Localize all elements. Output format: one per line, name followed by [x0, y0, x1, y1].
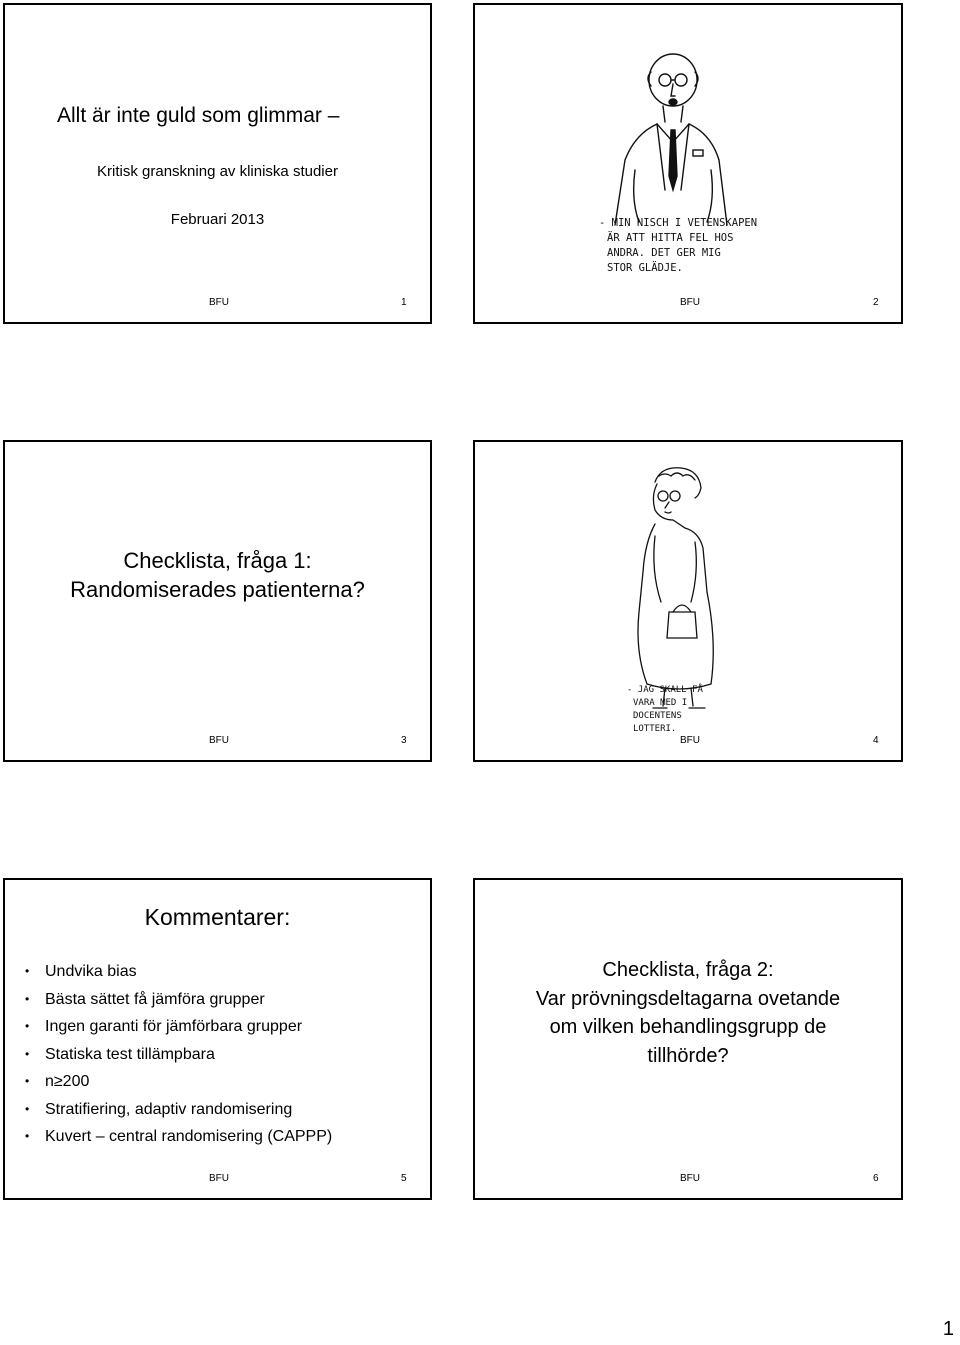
list-item: • Kuvert – central randomisering (CAPPP) [25, 1123, 332, 1151]
slide-number: 5 [401, 1173, 407, 1184]
slide-number: 1 [401, 297, 407, 308]
slide-subtitle: Kritisk granskning av kliniska studier [97, 163, 338, 180]
svg-text:ANDRA. DET GER MIG: ANDRA. DET GER MIG [607, 247, 721, 259]
slide-footer: BFU [209, 297, 229, 308]
bullet-icon: • [25, 964, 30, 978]
slide-title-line: Checklista, fråga 2: [602, 959, 774, 981]
slide-5 [3, 878, 432, 1200]
slide-number: 2 [873, 297, 879, 308]
list-item: • Undvika bias [25, 958, 332, 986]
svg-text:- MIN NISCH I VETENSKAPEN: - MIN NISCH I VETENSKAPEN [599, 217, 758, 229]
bullet-icon: • [25, 1046, 30, 1061]
slide-title: Allt är inte guld som glimmar – [57, 104, 340, 127]
slide-title [5, 546, 430, 604]
slide-footer: BFU [680, 297, 700, 308]
old-woman-cartoon [625, 462, 755, 732]
svg-text:- JAG SKALL FÅ: - JAG SKALL FÅ [627, 685, 703, 695]
bullet-icon: • [25, 1019, 30, 1033]
slide-number: 3 [401, 735, 407, 746]
slide-title-line-2: Randomiserades patienterna? [70, 577, 365, 602]
slide-title-line: om vilken behandlingsgrupp de [549, 1016, 827, 1038]
svg-text:VARA MED I: VARA MED I [633, 698, 688, 708]
bullet-list [25, 958, 332, 1151]
bullet-icon: • [25, 991, 30, 1006]
list-item: • Stratifiering, adaptiv randomisering [25, 1096, 332, 1124]
svg-text:LOTTERI.: LOTTERI. [633, 724, 677, 732]
page-number: 1 [942, 1318, 954, 1340]
slide-footer: BFU [680, 1173, 700, 1184]
slide-title [475, 956, 901, 1070]
slide-title-line-1: Checklista, fråga 1: [123, 548, 312, 573]
slide-title-line: Var prövningsdeltagarna ovetande [535, 987, 841, 1010]
svg-text:STOR GLÄDJE.: STOR GLÄDJE. [607, 262, 683, 274]
bullet-icon: • [25, 1074, 30, 1088]
slide-footer: BFU [209, 735, 229, 746]
slide-1 [3, 3, 432, 324]
list-item: • Ingen garanti för jämförbara grupper [25, 1013, 332, 1041]
list-item: • n≥200 [25, 1068, 332, 1096]
slide-date: Februari 2013 [170, 211, 265, 228]
slide-title-line: tillhörde? [647, 1044, 729, 1067]
slide-heading: Kommentarer: [144, 904, 291, 930]
slide-number: 6 [873, 1173, 879, 1184]
slide-4 [473, 440, 903, 762]
scientist-cartoon [595, 50, 785, 275]
list-item: • Bästa sättet få jämföra grupper [25, 986, 332, 1014]
bullet-icon: • [25, 1101, 30, 1116]
slide-3 [3, 440, 432, 762]
slide-6 [473, 878, 903, 1200]
svg-text:DOCENTENS: DOCENTENS [633, 711, 682, 721]
slide-number: 4 [873, 735, 879, 746]
slide-footer: BFU [680, 735, 700, 746]
list-item: • Statiska test tillämpbara [25, 1041, 332, 1069]
svg-text:ÄR ATT HITTA FEL HOS: ÄR ATT HITTA FEL HOS [607, 232, 734, 244]
slide-2 [473, 3, 903, 324]
slide-footer: BFU [209, 1173, 229, 1184]
bullet-icon: • [25, 1129, 30, 1143]
